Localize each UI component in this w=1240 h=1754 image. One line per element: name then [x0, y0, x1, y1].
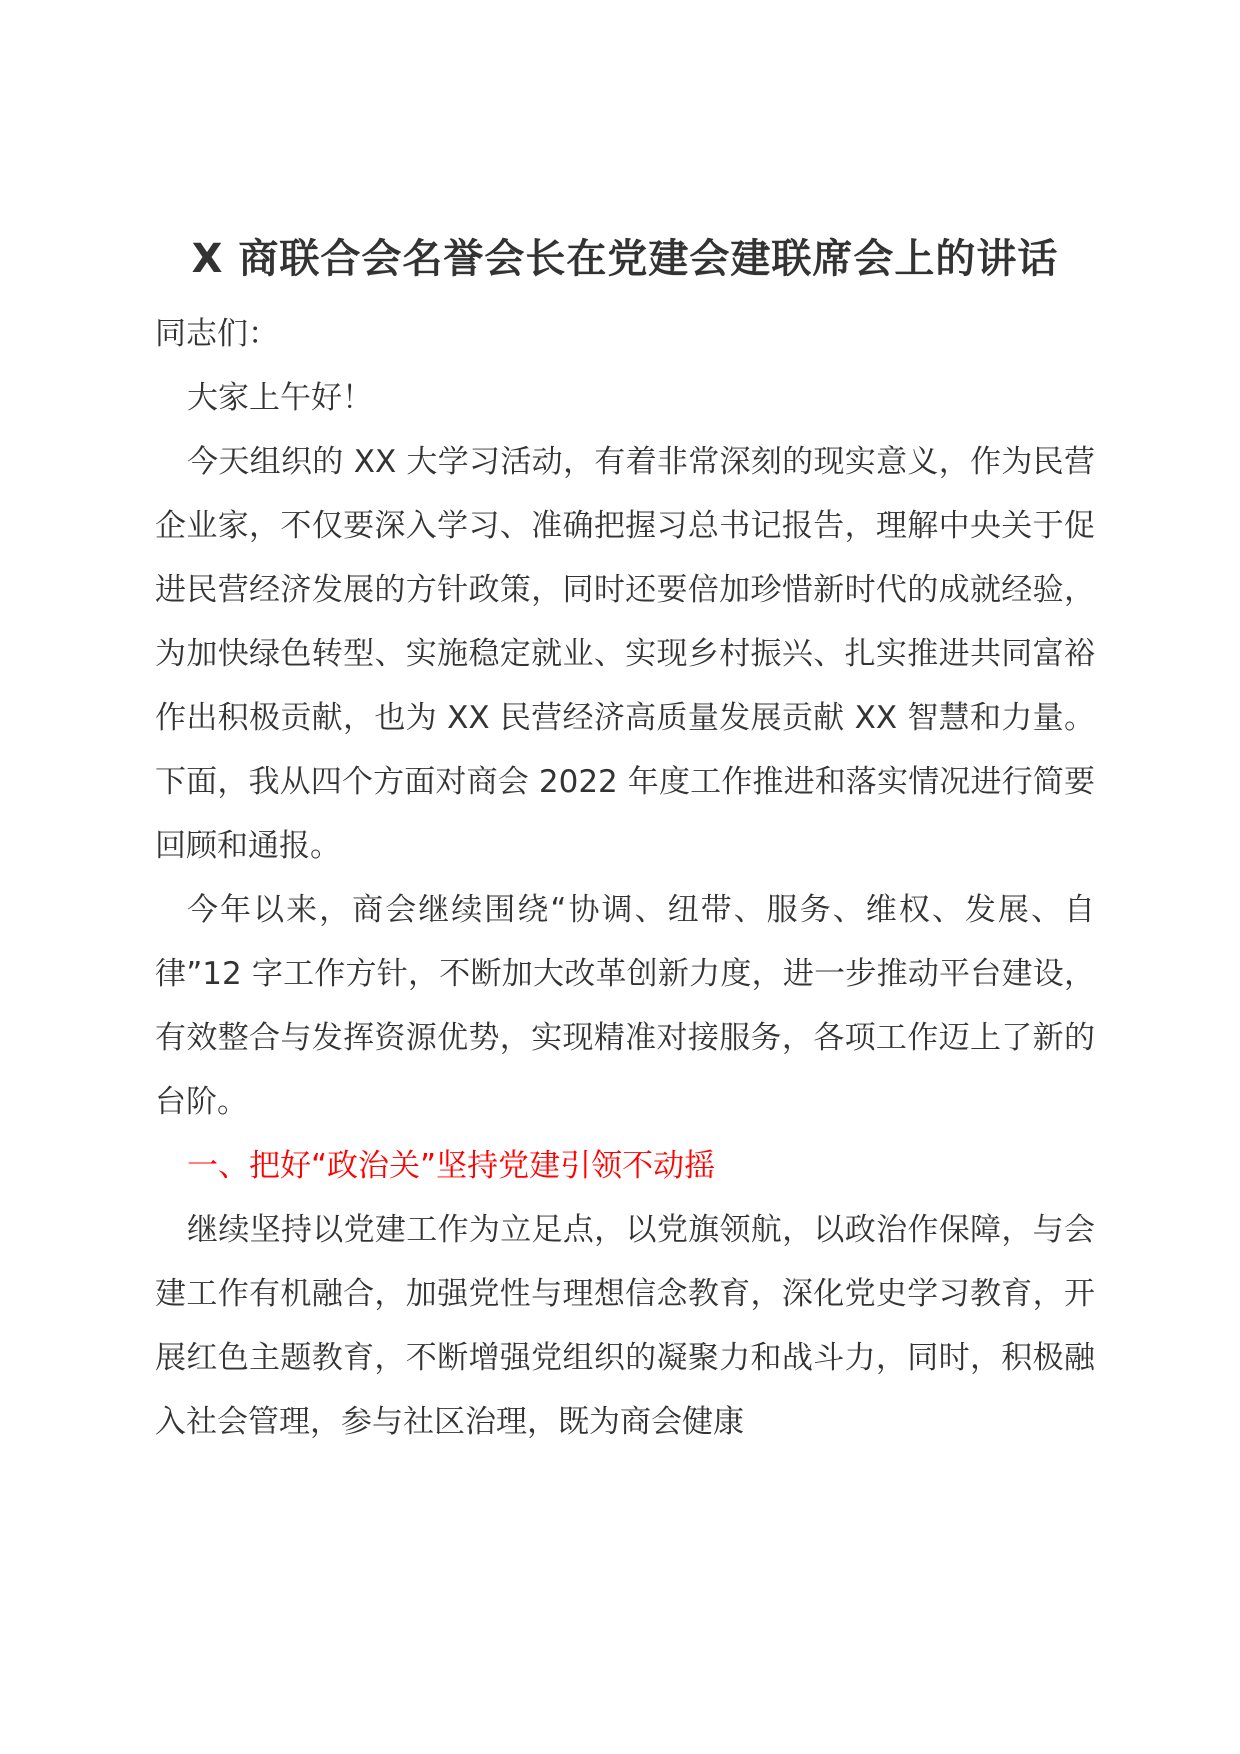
salutation: 同志们： — [155, 316, 279, 352]
section-heading: 一、把好“政治关”坚持党建引领不动摇 — [187, 1148, 716, 1184]
paragraph-intro: 今天组织的 XX 大学习活动，有着非常深刻的现实意义，作为民营企业家，不仅要深入学习、准确把握习总书记报告，理解中央关于促进民营经济发展的方针政策，同时还要倍加珍惜新时代的成就经验，为加快绿色转型、实施稳定就业、实现乡村振兴、扎实推进共同富裕作出积极贡献，也为 XX 民营经济高质量发展贡献 XX 智慧和力量。下面，我从四个方面对商会 2022 年度工作推进和落实情况进行简要回顾和通报。 — [155, 444, 1095, 864]
paragraph-greeting: 大家上午好！ — [187, 380, 373, 416]
document-page — [155, 230, 1095, 1454]
section-paragraph: 继续坚持以党建工作为立足点，以党旗领航，以政治作保障，与会建工作有机融合，加强党性与理想信念教育，深化党史学习教育，开展红色主题教育，不断增强党组织的凝聚力和战斗力，同时，积极融入社会管理，参与社区治理，既为商会健康 — [155, 1212, 1095, 1440]
document-title: X 商联合会名誉会长在党建会建联席会上的讲话 — [191, 236, 1059, 282]
paragraph-overview: 今年以来，商会继续围绕“协调、纽带、服务、维权、发展、自律”12 字工作方针，不断加大改革创新力度，进一步推动平台建设，有效整合与发挥资源优势，实现精准对接服务，各项工作迈上了新的台阶。 — [155, 892, 1095, 1120]
